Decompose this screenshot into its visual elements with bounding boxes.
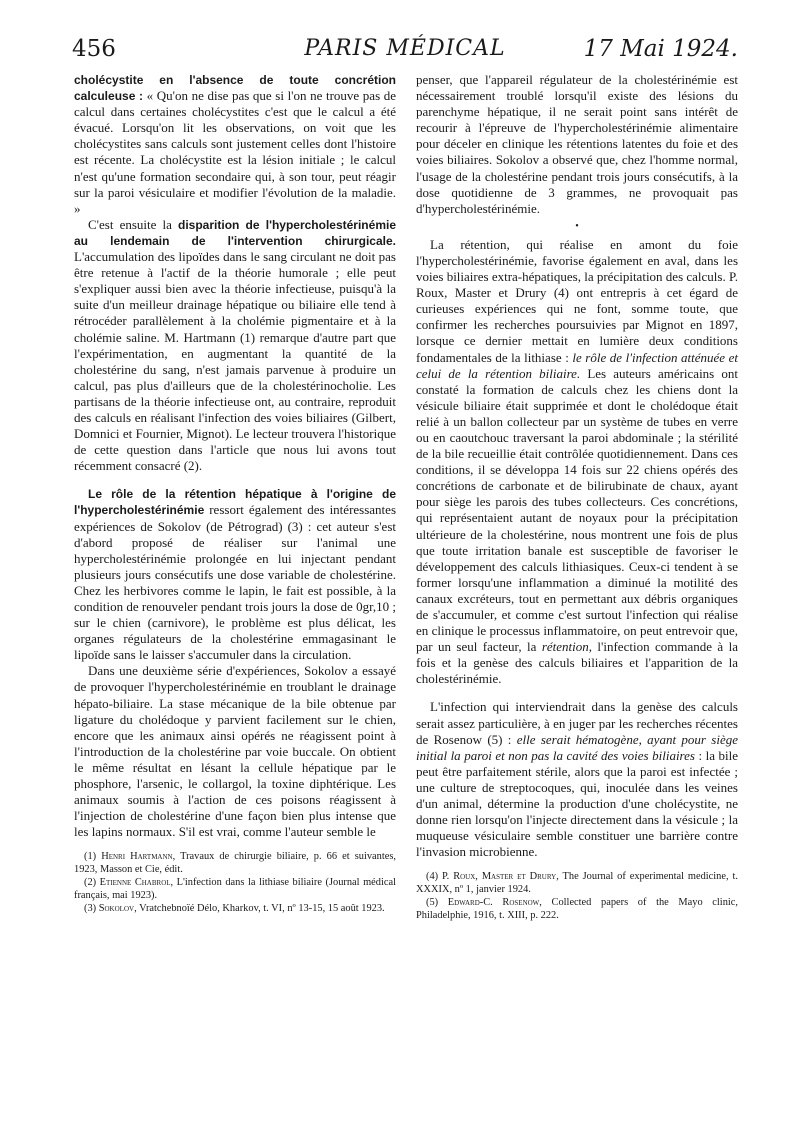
footnote: (1) Henri Hartmann, Travaux de chirurgie biliaire, p. 66 et suivantes, 1923, Masson et Cie, édit.: [74, 851, 396, 876]
right-column: [416, 72, 738, 922]
footnote: (2) Etienne Chabrol, L'infection dans la lithiase biliaire (Journal médical français, mai 1923).: [74, 877, 396, 902]
paragraph: La rétention, qui réalise en amont du foie l'hypercholestérinémie, favorise également en aval, dans les voies biliaires extra-hépatiques, la précipitation des calculs. P. Roux, Master et Drury (4) ont entrepris à cet égard de curieuses expériences qui ne font, somme toute, que confirmer les recherches poursuivies par Mignot en 1897, lorsque ce dernier mettait en lumière deux conditions fondamentales de la lithiase : le rôle de l'infection atténuée et celui de la rétention biliaire. Les auteurs américains ont constaté la formation de calculs chez les chiens dont la vésicule biliaire était supprimée et dont le cholédoque était relié à un ballon collecteur par un système de tubes en verre ou en caoutchouc traversant la paroi abdominale ; la stérilité de la bile recueillie était contrôlée quotidiennement. Dans ces conditions, il se développa 14 fois sur 22 chiens opérés des concrétions de carbonate et de bilirubinate de chaux, ayant pour siège les parois des tubes collecteurs. Ces concrétions, qui représentaient autant de noyaux pour la précipitation ultérieure de la cholestérine, nous montrent une fois de plus que toute irritation banale est susceptible de favoriser le développement des calculs lithiasiques. Ceux-ci tendent à se former lorsqu'une inflammation a diminué la motilité des canaux excréteurs, tout en permettant aux débris organiques de s'accumuler, et comme c'est surtout l'infection qui réalise en clinique le processus inflammatoire, on peut entrevoir que, par un seul facteur, la rétention, l'infection commande à la fois et la genèse des calculs biliaires et l'apparition de la cholestérinémie.: [416, 236, 739, 687]
footnote: (5) Edward-C. Rosenow, Collected papers of the Mayo clinic, Philadelphie, 1916, t. XIII, p. 222.: [416, 897, 738, 922]
paragraph: penser, que l'appareil régulateur de la cholestérinémie est nécessairement troublé lorsqu'il existe des lésions du parenchyme hépatique, il ne serait point sans intérêt de recourir à l'épreuve de l'hypercholestérinémie alimentaire pour déceler en clinique les rétentions latentes du foie et des voies biliaires. Sokolov a observé que, chez l'homme normal, l'usage de la cholestérine pendant trois jours consécutifs, à la dose quotidienne de 3 grammes, ne provoquait pas d'hypercholestérinémie.: [416, 72, 738, 216]
footnotes: [74, 850, 396, 915]
paragraph: C'est ensuite la disparition de l'hypercholestérinémie au lendemain de l'intervention chirurgicale. L'accumulation des lipoïdes dans le sang circulant ne doit pas être retenue à l'actif de la théorie humorale ; elle peut s'expliquer aussi bien avec la théorie infectieuse, puisqu'à la suite d'un meilleur drainage hépatique ou biliaire elle tend à rétrocéder parallèlement à la cholémie pigmentaire et à la cholémie saline. M. Hartmann (1) remarque d'autre part que l'expérimentation, en augmentant la quantité de la cholestérine du sang, n'est jamais parvenue à produire un calcul, pas plus d'ailleurs que de la cholestérinocholie. Les partisans de la théorie infectieuse ont, au contraire, reproduit des calculs en réalisant l'infection des voies biliaires (Gilbert, Domnici et Fournier, Mignot). Le lecteur trouvera l'historique de cette question dans l'article que nous lui avons tout récemment consacré (2).: [74, 216, 396, 474]
running-header: [72, 36, 738, 70]
footnote: (4) P. Roux, Master et Drury, The Journal of experimental medicine, t. XXXIX, nº 1, janvier 1924.: [416, 871, 738, 896]
separator-dot: •: [575, 220, 579, 232]
left-column: [74, 72, 396, 915]
journal-title: PARIS MÉDICAL: [304, 36, 506, 61]
paragraph: cholécystite en l'absence de toute concrétion calculeuse : « Qu'on ne dise pas que si l'on ne trouve pas de calcul dans certaines cholécystites c'est que le calcul a été évacué. Lorsqu'on lit les observations, on voit que les cholécystites sans calculs sont justement celles dont l'histoire est récente. La cholécystite est la lésion initiale ; le calcul n'est qu'une formation secondaire qui, à son tour, peut réagir sur la paroi vésiculaire et modifier l'évolution de la maladie. »: [74, 73, 397, 216]
footnotes: [416, 870, 738, 922]
paragraph: Le rôle de la rétention hépatique à l'origine de l'hypercholestérinémie ressort également des intéressantes expériences de Sokolov (de Pétrograd) (3) : cet auteur s'est d'abord proposé de réaliser sur l'animal une hypercholestérinémie prolongée en lui injectant pendant plusieurs jours consécutifs une dose variable de cholestérine. Chez les herbivores comme le lapin, le fait est possible, à la condition de renouveler pendant trois jours la dose de 0gr,10 ; sur le chien (carnivore), le problème est plus délicat, les organes régulateurs de la cholestérine emmagasinant le lipoïde sans le laisser s'accumuler dans la circulation.: [74, 487, 396, 663]
page-number: 456: [72, 36, 116, 62]
paragraph: L'infection qui interviendrait dans la genèse des calculs serait assez particulière, à en juger par les recherches récentes de Rosenow (5) : elle serait hématogène, ayant pour siège initial la paroi et non pas la cavité des voies biliaires : la bile peut être parfaitement stérile, alors que la paroi est infectée ; une culture de streptocoques, qui, inoculée dans les veines d'un animal, détermine la production d'une cholécystite, ne donne rien lorsqu'on l'injecte directement dans la vésicule ; la muqueuse vésiculaire semble constituer une barrière contre l'invasion microbienne.: [416, 699, 738, 860]
issue-date: 17 Mai 1924.: [583, 36, 738, 62]
footnote: (3) Sokolov, Vratchebnoïé Délo, Kharkov, t. VI, nº 13-15, 15 août 1923.: [84, 903, 385, 915]
paragraph: Dans une deuxième série d'expériences, Sokolov a essayé de provoquer l'hypercholestérinémie en troublant le drainage hépato-biliaire. La stase mécanique de la bile obtenue par ligature du cholédoque y parvient facilement sur le chien, encore que les animaux ainsi opérés ne réagissent point à l'introduction de la cholestérine par voie buccale. On obtient le même résultat en lésant la cellule hépatique par le phosphore, l'arsenic, le collargol, la toxine diphtérique. Les animaux soumis à l'action de ces poisons réagissent à l'injection de cholestérine d'une façon bien plus intense que les lapins normaux. S'il est vrai, comme l'auteur semble le: [74, 663, 396, 840]
